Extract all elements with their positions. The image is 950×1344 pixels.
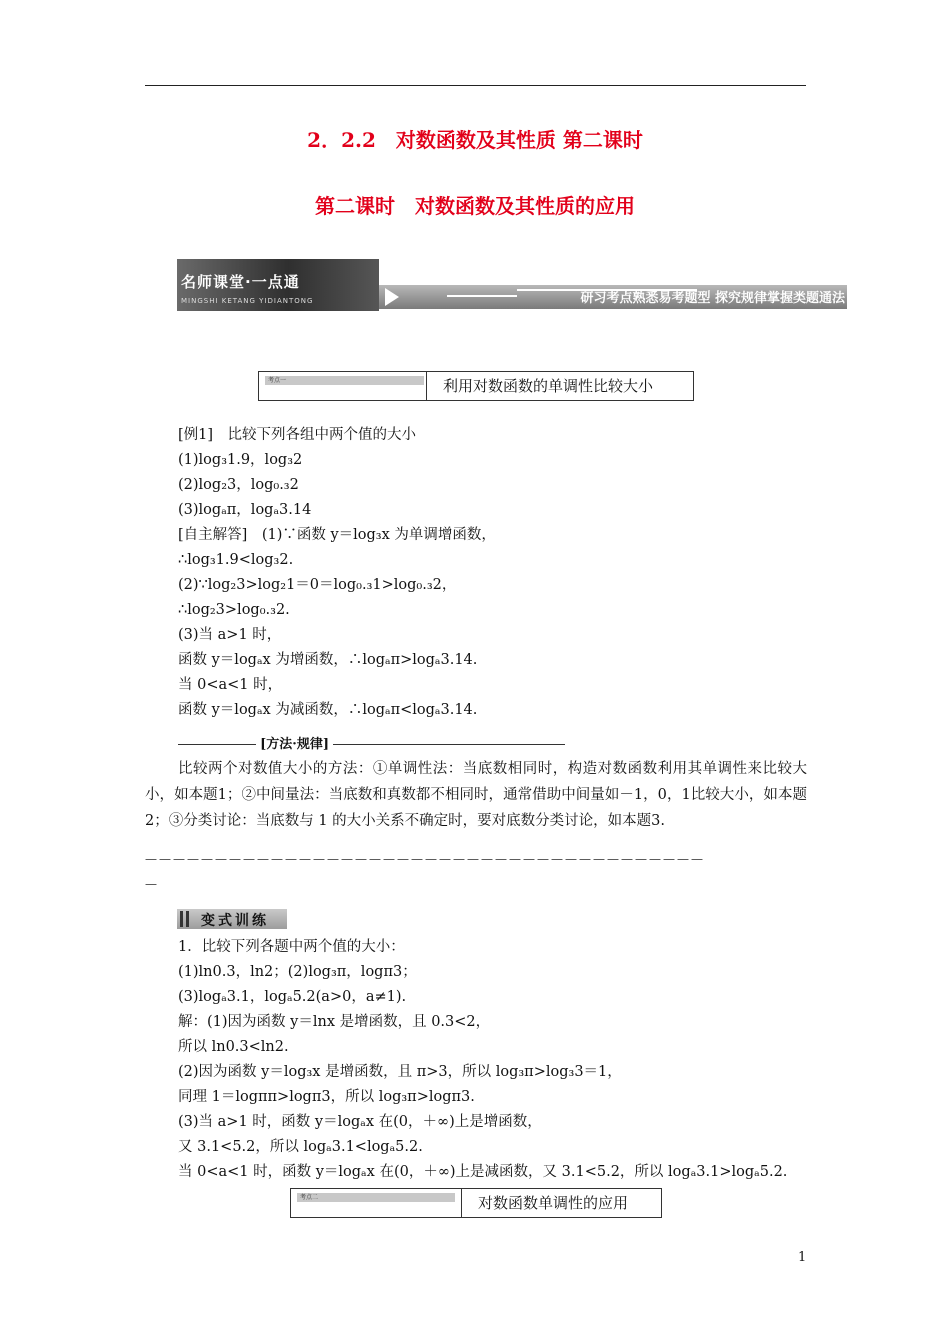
page-number: 1	[798, 1250, 807, 1265]
banner-right-text: 研习考点熟悉易考题型 探究规律掌握类题通法	[580, 291, 845, 306]
play-arrow-icon	[385, 288, 399, 306]
method-paragraph: 比较两个对数值大小的方法：①单调性法：当底数相同时，构造对数函数利用其单调性来比较大小，如本题1；②中间量法：当底数和真数都不相同时，通常借助中间量如－1，0，1比较大小，如本题2；③分类讨论：当底数与 1 的大小关系不确定时，要对底数分类讨论，如本题3.	[145, 761, 807, 829]
example-line: (1)log₃1.9，log₃2	[178, 452, 303, 468]
exercise-line: 又 3.1<5.2，所以 logₐ3.1<logₐ5.2.	[178, 1139, 423, 1155]
exercise-line: (1)ln0.3，ln2；(2)log₃π，logπ3；	[178, 964, 417, 980]
kaodian-tag: 考点一	[265, 376, 424, 385]
exercise-line: 当 0<a<1 时，函数 y＝logₐx 在(0，＋∞)上是减函数，又 3.1<5.2，所以 logₐ3.1>logₐ5.2.	[178, 1164, 788, 1180]
exercise-line: (3)当 a>1 时，函数 y＝logₐx 在(0，＋∞)上是增函数，	[178, 1114, 542, 1130]
example-line: 当 0<a<1 时，	[178, 677, 283, 693]
kaodian-label: 对数函数单调性的应用	[461, 1189, 628, 1217]
example-line: (3)当 a>1 时，	[178, 627, 282, 643]
example-line: 函数 y＝logₐx 为增函数，∴logₐπ>logₐ3.14.	[178, 652, 478, 668]
exercise-line: 1．比较下列各题中两个值的大小：	[178, 939, 405, 955]
example-line: [自主解答] (1)∵函数 y＝log₃x 为单调增函数，	[178, 527, 496, 543]
kaodian-box-1	[258, 371, 694, 401]
banner-left-subtitle: MINGSHI KETANG YIDIANTONG	[181, 297, 314, 305]
exercise-line: (3)logₐ3.1，logₐ5.2(a>0，a≠1).	[178, 989, 407, 1005]
example-1	[178, 423, 496, 723]
example-line: (2)∵log₂3>log₂1＝0＝log₀.₃1>log₀.₃2，	[178, 577, 457, 593]
banner-step-line	[447, 295, 517, 297]
page-subtitle: 第二课时 对数函数及其性质的应用	[315, 194, 635, 218]
variant-training-header	[177, 909, 287, 929]
kaodian-tag: 考点二	[297, 1193, 455, 1202]
exercise-line: 所以 ln0.3<ln2.	[178, 1039, 289, 1055]
header-rule	[145, 85, 806, 86]
exercise-line: (2)因为函数 y＝log₃x 是增函数，且 π>3，所以 log₃π>log₃3＝1，	[178, 1064, 622, 1080]
dashed-divider-tail: —	[145, 877, 159, 891]
banner-left-title: 名师课堂·一点通	[181, 273, 300, 291]
method-label: [方法·规律]	[260, 737, 329, 752]
example-line: [例1] 比较下列各组中两个值的大小	[178, 427, 417, 443]
method-header	[178, 733, 565, 752]
method-rule-left	[178, 744, 256, 745]
kaodian-label: 利用对数函数的单调性比较大小	[426, 372, 653, 400]
variant-exercise	[178, 935, 787, 1185]
example-line: (3)logₐπ，logₐ3.14	[178, 502, 312, 518]
section-banner	[177, 259, 847, 311]
page-title: 2．2.2 对数函数及其性质 第二课时	[307, 128, 643, 152]
example-line: 函数 y＝logₐx 为减函数，∴logₐπ<logₐ3.14.	[178, 702, 478, 718]
variant-label: 变式训练	[201, 913, 269, 929]
example-line: (2)log₂3，log₀.₃2	[178, 477, 299, 493]
example-line: ∴log₂3>log₀.₃2.	[178, 602, 290, 618]
example-line: ∴log₃1.9<log₃2.	[178, 552, 294, 568]
method-rule-right	[333, 744, 565, 745]
kaodian-box-2	[290, 1188, 662, 1218]
exercise-line: 同理 1＝logππ>logπ3，所以 log₃π>logπ3.	[178, 1089, 475, 1105]
exercise-line: 解：(1)因为函数 y＝lnx 是增函数，且 0.3<2，	[178, 1014, 491, 1030]
dashed-divider: ————————————————————————————————————————	[145, 852, 705, 866]
double-bar-icon	[180, 911, 193, 927]
